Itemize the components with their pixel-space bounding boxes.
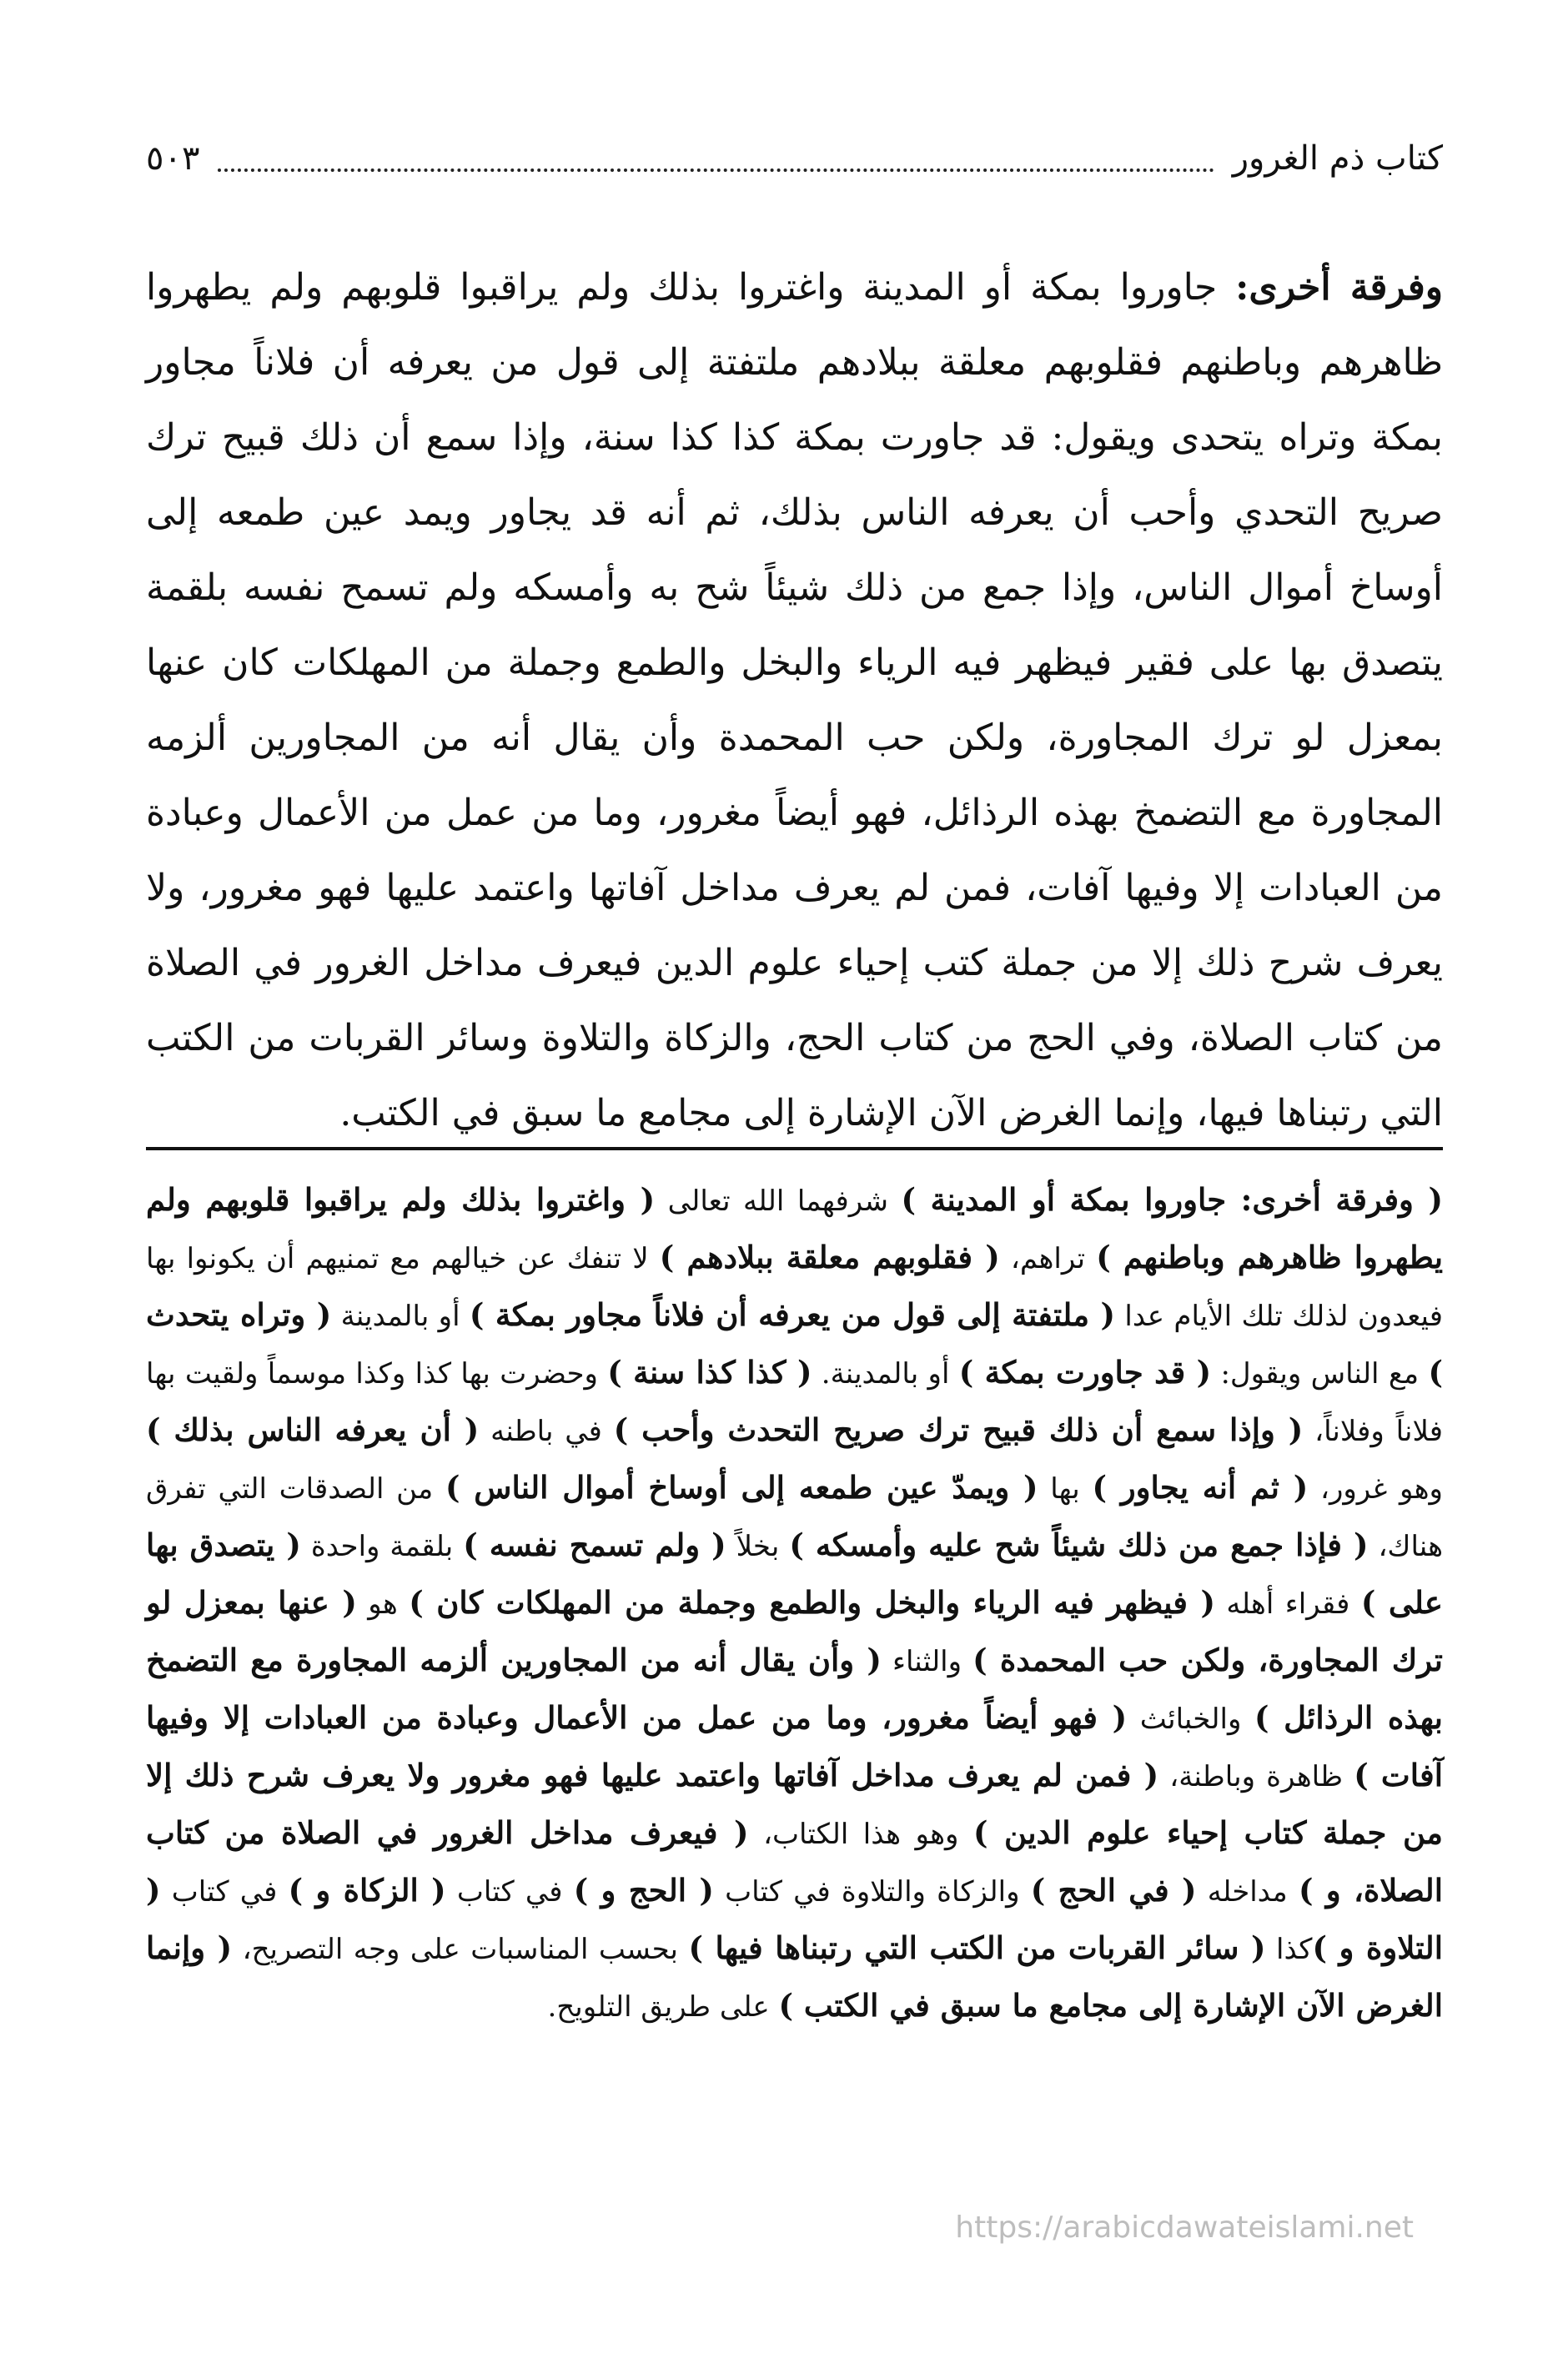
commentary-quoted-segment: ( وإنما الغرض الآن الإشارة إلى مجامع ما سبق في الكتب ): [146, 1929, 1443, 2024]
commentary-quoted-segment: ( وفرقة أخرى: جاوروا بمكة أو المدينة ): [901, 1181, 1443, 1218]
commentary-gloss-segment: من الصدقات التي تفرق هناك،: [146, 1472, 1443, 1563]
commentary-gloss-segment: وهو هذا الكتاب،: [748, 1818, 973, 1851]
commentary-quoted-segment: ( ولم تسمح نفسه ): [463, 1527, 726, 1563]
commentary-quoted-segment: ( فهو أيضاً مغرور، وما من عمل من الأعمال وعبادة من العبادات إلا وفيها آفات ): [146, 1699, 1443, 1793]
commentary-gloss-segment: أو بالمدينة.: [812, 1357, 959, 1391]
commentary-gloss-segment: بخلاً: [726, 1530, 790, 1563]
commentary-quoted-segment: ( ثم أنه يجاور ): [1092, 1469, 1309, 1506]
commentary-gloss-segment: في باطنه: [479, 1415, 614, 1448]
commentary-quoted-segment: ( الزكاة و ): [288, 1872, 446, 1909]
commentary-quoted-segment: ( التلاوة و ): [146, 1872, 1443, 1966]
commentary-quoted-segment: ( وأن يقال أنه من المجاورين ألزمه المجاورة مع التضمخ بهذه الرذائل ): [146, 1642, 1443, 1736]
commentary-quoted-segment: ( قد جاورت بمكة ): [958, 1354, 1212, 1391]
commentary-quoted-segment: ( فيظهر فيه الرياء والبخل والطمع وجملة من المهلكات كان ): [409, 1584, 1215, 1621]
commentary-gloss-segment: كذا: [1265, 1933, 1313, 1966]
commentary-gloss-segment: وحضرت بها كذا وكذا موسماً ولقيت بها فلاناً وفلاناً،: [146, 1357, 1444, 1448]
commentary-quoted-segment: ( أن يعرفه الناس بذلك ): [146, 1411, 480, 1448]
commentary-gloss-segment: تراهم،: [999, 1242, 1097, 1275]
commentary-quoted-segment: ( في الحج ): [1030, 1872, 1197, 1909]
commentary-quoted-segment: ( يتصدق بها على ): [146, 1527, 1443, 1621]
commentary-gloss-segment: مع الناس ويقول:: [1211, 1357, 1429, 1391]
commentary-quoted-segment: ( فإذا جمع من ذلك شيئاً شح عليه وأمسكه ): [789, 1527, 1369, 1563]
commentary-gloss-segment: ظاهرة وباطنة،: [1158, 1760, 1354, 1793]
main-body: جاوروا بمكة أو المدينة واغتروا بذلك ولم يراقبوا قلوبهم ولم يطهروا ظاهرهم وباطنهم فقلوبهم معلقة ببلادهم ملتفتة إلى قول من يعرفه أن فلاناً مجاور بمكة وتراه يتحدى ويقول: قد جاورت بمكة كذا كذا سنة، وإذا سمع أن ذلك قبيح ترك صريح التحدي وأحب أن يعرفه الناس بذلك، ثم أنه قد يجاور ويمد عين طمعه إلى أوساخ أموال الناس، وإذا جمع من ذلك شيئاً شح به وأمسكه ولم تسمح نفسه بلقمة يتصدق بها على فقير فيظهر فيه الرياء والبخل والطمع وجملة من المهلكات كان عنها بمعزل لو ترك المجاورة، ولكن حب المحمدة وأن يقال أنه من المجاورين ألزمه المجاورة مع التضمخ بهذه الرذائل، فهو أيضاً مغرور، وما من عمل من الأعمال وعبادة من العبادات إلا وفيها آفات، فمن لم يعرف مداخل آفاتها واعتمد عليها فهو مغرور، ولا يعرف شرح ذلك إلا من جملة كتب إحياء علوم الدين فيعرف مداخل الغرور في الصلاة من كتاب الصلاة، وفي الحج من كتاب الحج، والزكاة والتلاوة وسائر القربات من الكتب التي رتبناها فيها، وإنما الغرض الآن الإشارة إلى مجامع ما سبق في الكتب.: [146, 266, 1443, 1134]
separator-rule: [146, 1147, 1443, 1150]
commentary-gloss-segment: شرفهما الله تعالى: [655, 1185, 902, 1218]
commentary-quoted-segment: ( سائر القربات من الكتب التي رتبناها فيها ): [688, 1929, 1266, 1966]
commentary-gloss-segment: بحسب المناسبات على وجه التصريح،: [232, 1933, 689, 1966]
commentary-quoted-segment: ( كذا كذا سنة ): [607, 1354, 812, 1391]
running-header: [146, 125, 1443, 192]
page-number: ٥٠٣: [146, 139, 200, 178]
commentary-quoted-segment: ( واغتروا بذلك ولم يراقبوا قلوبهم ولم يطهروا ظاهرهم وباطنهم ): [146, 1181, 1444, 1275]
commentary-quoted-segment: ( عنها بمعزل لو ترك المجاورة، ولكن حب المحمدة ): [146, 1584, 1443, 1678]
main-text: [146, 250, 1443, 1151]
commentary-gloss-segment: في كتاب: [445, 1875, 574, 1909]
commentary-quoted-segment: ( فيعرف مداخل الغرور في الصلاة من كتاب الصلاة، و ): [146, 1814, 1443, 1909]
commentary-gloss-segment: والزكاة والتلاوة في كتاب: [713, 1875, 1031, 1909]
commentary-gloss-segment: في كتاب: [160, 1875, 289, 1909]
commentary-gloss-segment: مداخله: [1196, 1875, 1299, 1909]
commentary-quoted-segment: ( الحج و ): [573, 1872, 714, 1909]
commentary-quoted-segment: ( فمن لم يعرف مداخل آفاتها واعتمد عليها فهو مغرور ولا يعرف شرح ذلك إلا من جملة كتاب إحياء علوم الدين ): [146, 1757, 1443, 1851]
main-lead: وفرقة أخرى:: [1235, 266, 1444, 309]
commentary-quoted-segment: ( فقلوبهم معلقة ببلادهم ): [659, 1239, 1000, 1275]
commentary-gloss-segment: لا تنفك عن خيالهم مع تمنيهم أن يكونوا بها فيعدون لذلك تلك الأيام عدا: [146, 1242, 1443, 1333]
watermark-url: https://arabicdawateislami.net: [955, 2211, 1414, 2245]
commentary-gloss-segment: فقراء أهله: [1215, 1587, 1361, 1621]
commentary-gloss-segment: وهو غرور،: [1308, 1472, 1443, 1506]
commentary-gloss-segment: بلقمة واحدة: [300, 1530, 464, 1563]
commentary-gloss-segment: أو بالمدينة: [331, 1300, 470, 1333]
book-title: كتاب ذم الغرور: [1232, 139, 1443, 178]
commentary-gloss-segment: والخبائث: [1127, 1703, 1254, 1736]
commentary-quoted-segment: ( ويمدّ عين طمعه إلى أوساخ أموال الناس ): [445, 1469, 1038, 1506]
commentary-gloss-segment: والثناء: [881, 1645, 973, 1678]
commentary-quoted-segment: ( وإذا سمع أن ذلك قبيح ترك صريح التحدث وأحب ): [613, 1411, 1304, 1448]
commentary-quoted-segment: ( ملتفتة إلى قول من يعرفه أن فلاناً مجاور بمكة ): [469, 1296, 1116, 1333]
header-dot-leader: [218, 145, 1214, 172]
commentary-text: [146, 1172, 1443, 2035]
commentary-quoted-segment: ( وتراه يتحدث ): [146, 1296, 1443, 1391]
commentary-gloss-segment: هو: [356, 1587, 410, 1621]
commentary-gloss-segment: على طريق التلويح.: [547, 1990, 779, 2024]
commentary-gloss-segment: بها: [1038, 1472, 1093, 1506]
